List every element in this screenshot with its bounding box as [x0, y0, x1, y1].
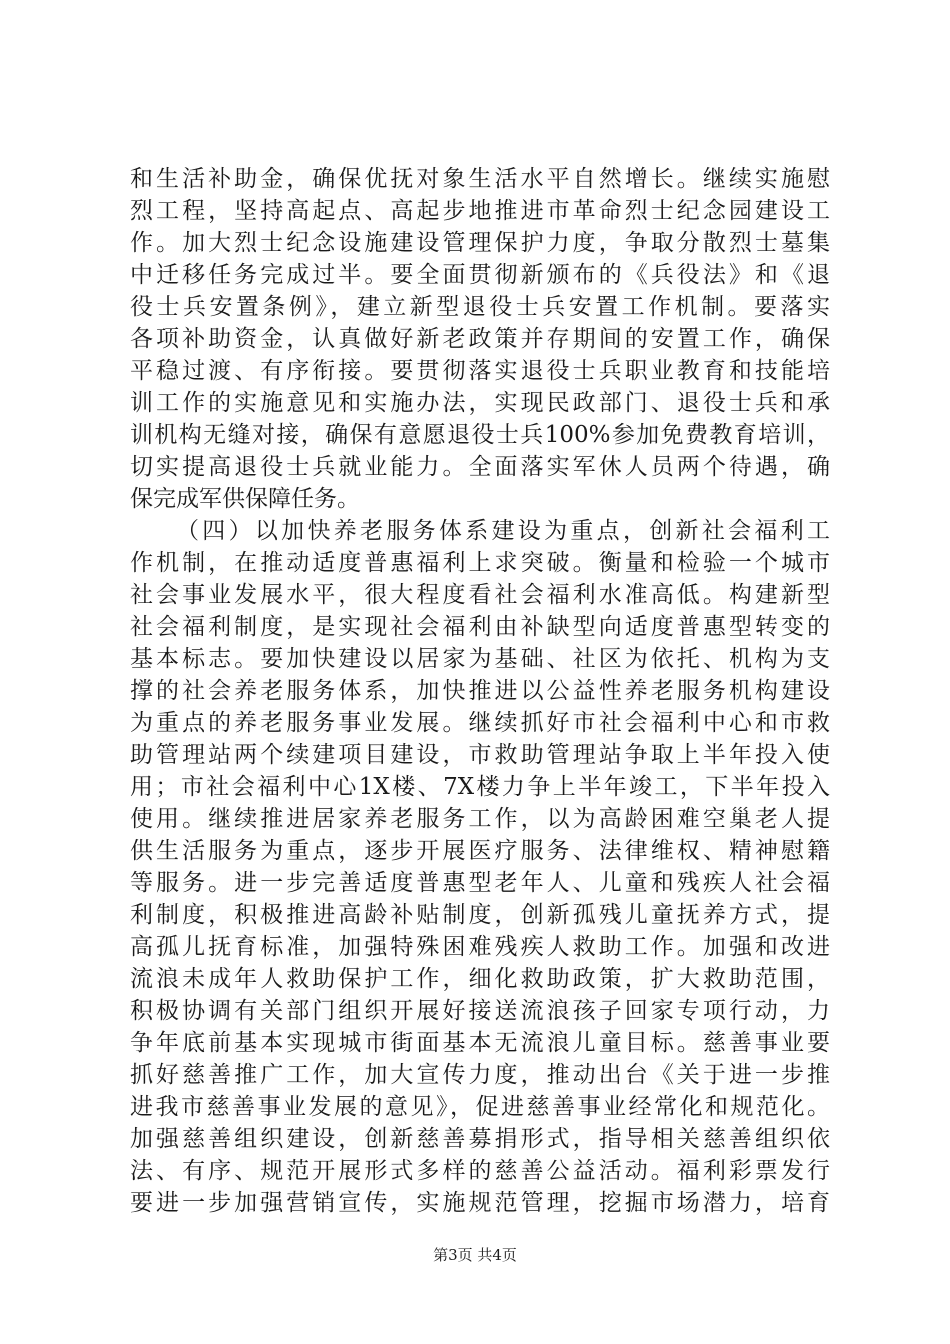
text-line: 进我市慈善事业发展的意见》，促进慈善事业经常化和规范化。	[130, 1094, 830, 1120]
text-line: 抓好慈善推广工作，加大宣传力度，推动出台《关于进一步推	[130, 1062, 830, 1088]
text-line: 和生活补助金，确保优抚对象生活水平自然增长。继续实施慰	[130, 166, 830, 192]
text-line: 平稳过渡、有序衔接。要贯彻落实退役士兵职业教育和技能培	[130, 358, 830, 384]
body-text	[130, 163, 830, 1219]
paragraph-start-line: （四）以加快养老服务体系建设为重点，创新社会福利工	[176, 518, 830, 544]
text-line: 法、有序、规范开展形式多样的慈善公益活动。福利彩票发行	[130, 1158, 830, 1184]
text-line: 要进一步加强营销宣传，实施规范管理，挖掘市场潜力，培育	[130, 1190, 830, 1216]
text-line: 为重点的养老服务事业发展。继续抓好市社会福利中心和市救	[130, 710, 830, 736]
text-line: 训工作的实施意见和实施办法，实现民政部门、退役士兵和承	[130, 390, 830, 416]
text-line: 利制度，积极推进高龄补贴制度，创新孤残儿童抚养方式，提	[130, 902, 830, 928]
text-line: 社会事业发展水平，很大程度看社会福利水准高低。构建新型	[130, 582, 830, 608]
text-line: 作。加大烈士纪念设施建设管理保护力度，争取分散烈士墓集	[130, 230, 830, 256]
text-line: 使用。继续推进居家养老服务工作，以为高龄困难空巢老人提	[130, 806, 830, 832]
text-line: 切实提高退役士兵就业能力。全面落实军休人员两个待遇，确	[130, 454, 830, 480]
text-line: 争年底前基本实现城市街面基本无流浪儿童目标。慈善事业要	[130, 1030, 830, 1056]
text-line: 等服务。进一步完善适度普惠型老年人、儿童和残疾人社会福	[130, 870, 830, 896]
text-line: 训机构无缝对接，确保有意愿退役士兵100%参加免费教育培训，	[130, 422, 830, 448]
text-line: 撑的社会养老服务体系，加快推进以公益性养老服务机构建设	[130, 678, 830, 704]
text-line: 中迁移任务完成过半。要全面贯彻新颁布的《兵役法》和《退	[130, 262, 830, 288]
page-number-footer: 第3页 共4页	[433, 1246, 517, 1264]
text-line: 加强慈善组织建设，创新慈善募捐形式，指导相关慈善组织依	[130, 1126, 830, 1152]
text-line: 烈工程，坚持高起点、高起步地推进市革命烈士纪念园建设工	[130, 198, 830, 224]
text-line: 积极协调有关部门组织开展好接送流浪孩子回家专项行动，力	[130, 998, 830, 1024]
text-line: 高孤儿抚育标准，加强特殊困难残疾人救助工作。加强和改进	[130, 934, 830, 960]
text-line: 用；市社会福利中心1X楼、7X楼力争上半年竣工，下半年投入	[130, 774, 830, 800]
text-line: 助管理站两个续建项目建设，市救助管理站争取上半年投入使	[130, 742, 830, 768]
text-line: 社会福利制度，是实现社会福利由补缺型向适度普惠型转变的	[130, 614, 830, 640]
text-line: 役士兵安置条例》，建立新型退役士兵安置工作机制。要落实	[130, 294, 830, 320]
text-line: 保完成军供保障任务。	[130, 486, 360, 512]
text-line: 供生活服务为重点，逐步开展医疗服务、法律维权、精神慰籍	[130, 838, 830, 864]
text-line: 各项补助资金，认真做好新老政策并存期间的安置工作，确保	[130, 326, 830, 352]
text-line: 基本标志。要加快建设以居家为基础、社区为依托、机构为支	[130, 646, 830, 672]
text-line: 流浪未成年人救助保护工作，细化救助政策，扩大救助范围，	[130, 966, 830, 992]
text-line: 作机制，在推动适度普惠福利上求突破。衡量和检验一个城市	[130, 550, 830, 576]
